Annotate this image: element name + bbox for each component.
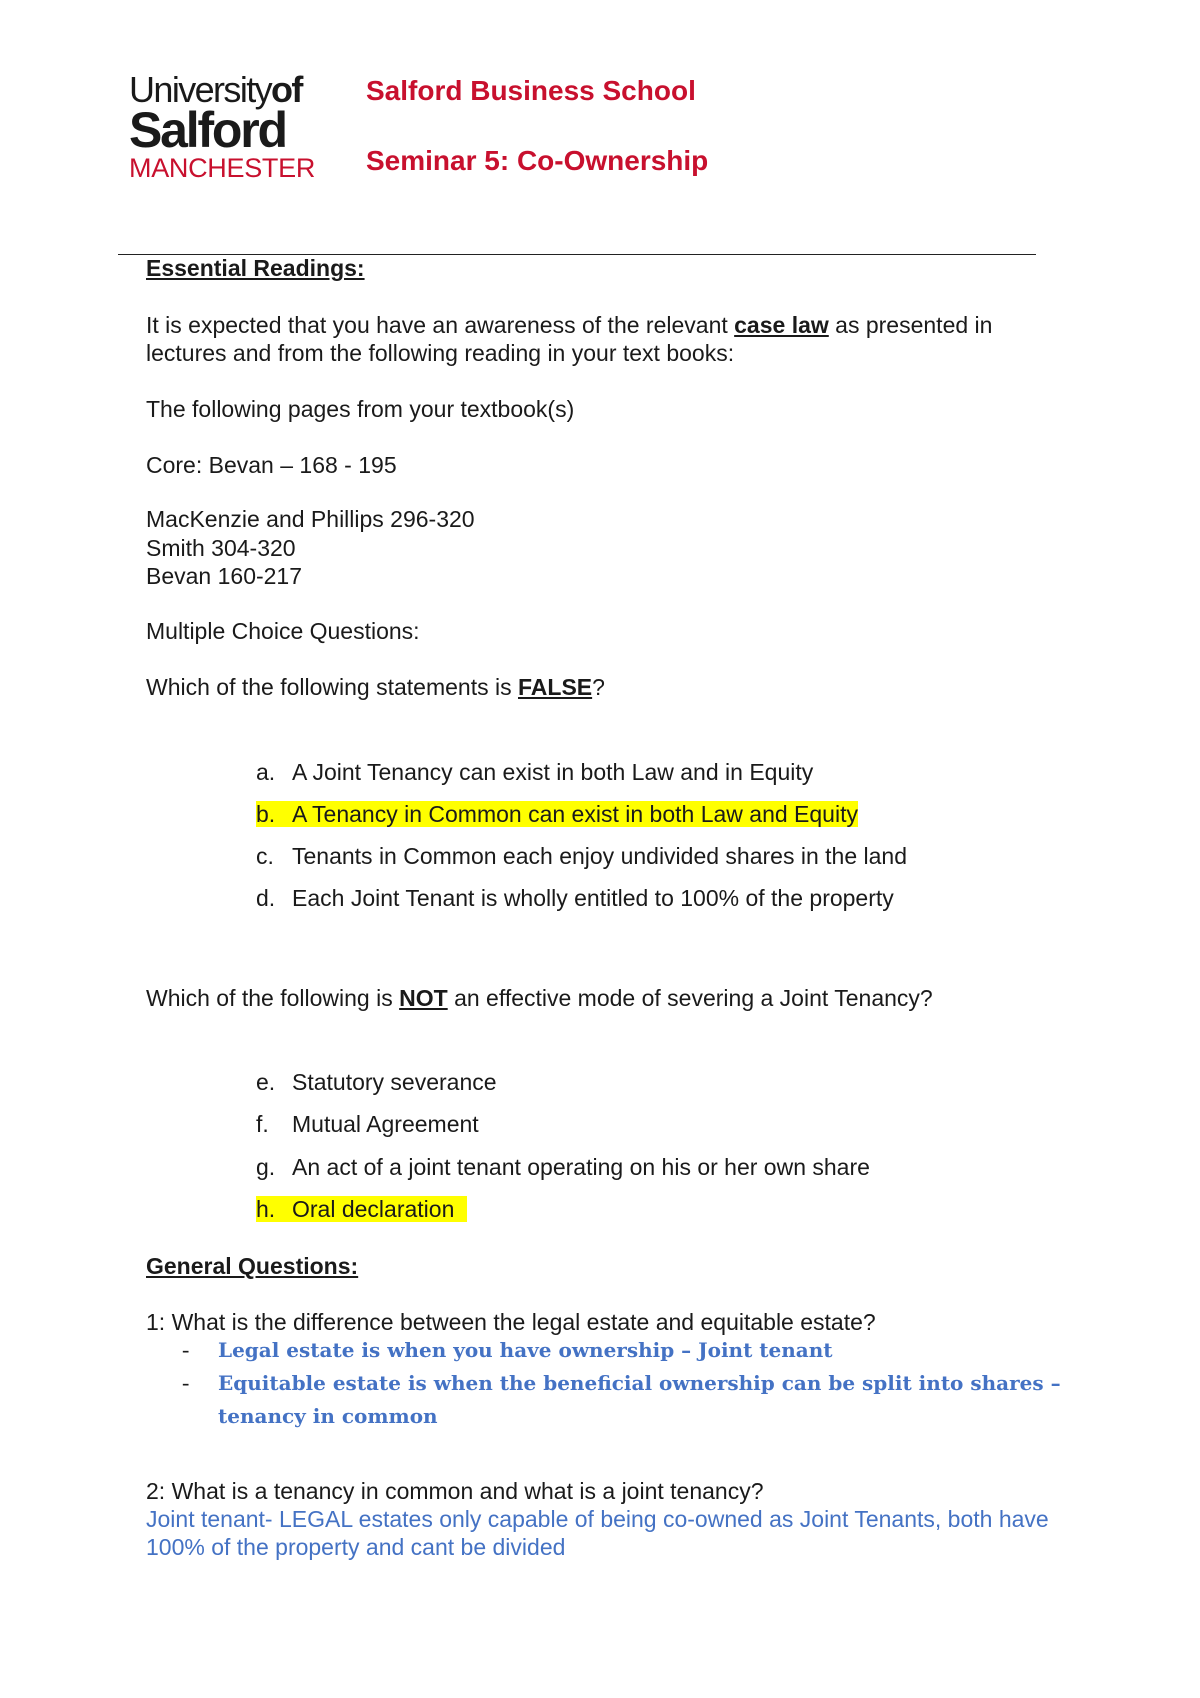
- logo-line-salford: Salford: [129, 102, 286, 158]
- general-question-2: 2: What is a tenancy in common and what is a joint tenancy?: [146, 1478, 764, 1504]
- general-question-1: 1: What is the difference between the legal estate and equitable estate?: [146, 1309, 876, 1335]
- readings-intro-line1: It is expected that you have an awareness of the relevant case law as presented in: [146, 312, 993, 338]
- option-d: d. Each Joint Tenant is wholly entitled to 100% of the property: [256, 885, 894, 911]
- option-b-highlighted: b. A Tenancy in Common can exist in both Law and Equity: [256, 801, 858, 827]
- answer-joint-tenant: Joint tenant- LEGAL estates only capable of being co-owned as Joint Tenants, both have 100% of the property and cant be divided: [146, 1506, 1049, 1560]
- mcq-question-1: Which of the following statements is FALSE?: [146, 674, 605, 700]
- option-h-highlighted: h. Oral declaration: [256, 1195, 467, 1223]
- book-item: Smith 304-320: [146, 535, 296, 561]
- case-law-emphasis: case law: [734, 312, 829, 338]
- option-g: g. An act of a joint tenant operating on his or her own share: [256, 1154, 870, 1180]
- option-c: c. Tenants in Common each enjoy undivided shares in the land: [256, 843, 907, 869]
- option-f: f. Mutual Agreement: [256, 1111, 479, 1137]
- readings-heading: Essential Readings:: [146, 255, 365, 281]
- core-reading: Core: Bevan – 168 - 195: [146, 452, 397, 478]
- mcq-heading: Multiple Choice Questions:: [146, 618, 420, 644]
- option-a: a. A Joint Tenancy can exist in both Law and in Equity: [256, 759, 814, 785]
- school-title: Salford Business School: [366, 75, 696, 106]
- answer-bullet: -: [182, 1370, 190, 1395]
- seminar-title: Seminar 5: Co-Ownership: [366, 145, 709, 176]
- general-heading: General Questions:: [146, 1253, 359, 1279]
- readings-intro-line2: lectures and from the following reading in your text books:: [146, 340, 735, 366]
- mcq-question-2: Which of the following is NOT an effective mode of severing a Joint Tenancy?: [146, 985, 933, 1011]
- answer-bullet: -: [182, 1337, 190, 1362]
- book-item: MacKenzie and Phillips 296-320: [146, 506, 475, 532]
- pages-intro: The following pages from your textbook(s): [146, 396, 575, 422]
- logo-line-manchester: MANCHESTER: [129, 153, 316, 183]
- logo-line-university: Universityof: [129, 69, 302, 110]
- book-item: Bevan 160-217: [146, 563, 303, 589]
- answer-equitable-estate: Equitable estate is when the beneficial ownership can be split into shares – tenancy in common: [218, 1371, 1061, 1428]
- false-emphasis: FALSE: [518, 674, 593, 700]
- university-logo: [129, 69, 319, 183]
- option-e: e. Statutory severance: [256, 1069, 497, 1095]
- answer-legal-estate: Legal estate is when you have ownership – Joint tenant: [218, 1338, 833, 1362]
- not-emphasis: NOT: [399, 985, 448, 1011]
